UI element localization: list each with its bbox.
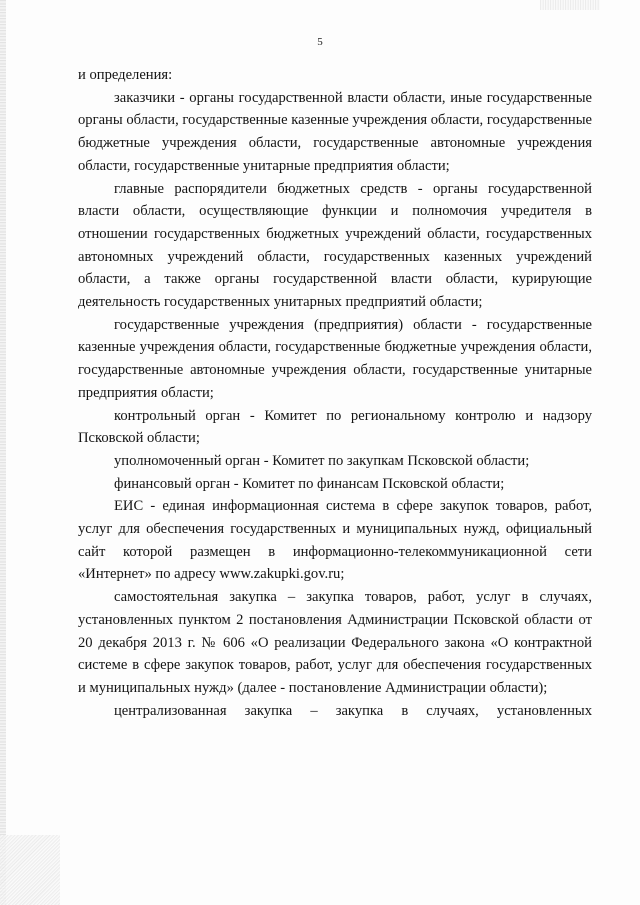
scan-edge-bottom-left: [0, 835, 60, 905]
paragraph-authorized-body: уполномоченный орган - Комитет по закупкам Псковской области;: [114, 452, 530, 469]
scan-edge-top-right: [540, 0, 600, 10]
paragraph-budget-managers: главные распорядители бюджетных средств - органы государственной власти области, осуществляющие функции и полномочия учредителя в отношении государственных бюджетных учреждений области, государственных автономных учреждений области, государственных казенных учреждений области, а также органы государственной власти области, курирующие деятельность государственных унитарных предприятий области;: [78, 180, 592, 311]
paragraph-control-body: контрольный орган - Комитет по региональному контролю и надзору Псковской области;: [78, 407, 592, 447]
scan-edge-left: [0, 0, 6, 905]
paragraph-independent-purchase: самостоятельная закупка – закупка товаров, работ, услуг в случаях, установленных пунктом 2 постановления Администрации Псковской области от 20 декабря 2013 г. № 606 «О реализации Федерального закона «О контрактной системе в сфере закупок товаров, работ, услуг для обеспечения государственных и муниципальных нужд» (далее - постановление Администрации области);: [78, 589, 592, 696]
paragraph-eis: ЕИС - единая информационная система в сфере закупок товаров, работ, услуг для обеспечения государственных и муниципальных нужд, официальный сайт которой размещен в информационно-телекоммуникационной сети «Интернет» по адресу www.zakupki.gov.ru;: [78, 498, 592, 583]
document-body: [78, 64, 592, 722]
paragraph-state-institutions: государственные учреждения (предприятия) области - государственные казенные учреждения области, государственные бюджетные учреждения области, государственные автономные учреждения области, государственные унитарные предприятия области;: [78, 316, 592, 401]
paragraph-intro: и определения:: [78, 67, 173, 83]
paragraph-financial-body: финансовый орган - Комитет по финансам Псковской области;: [114, 475, 505, 492]
paragraph-customers: заказчики - органы государственной власти области, иные государственные органы области, государственные казенные учреждения области, государственные бюджетные учреждения области, государственные автономные учреждения области, государственные унитарные предприятия области;: [78, 89, 593, 174]
paragraph-centralized-purchase: централизованная закупка – закупка в случаях, установленных: [114, 702, 592, 719]
page-number: 5: [317, 36, 323, 48]
